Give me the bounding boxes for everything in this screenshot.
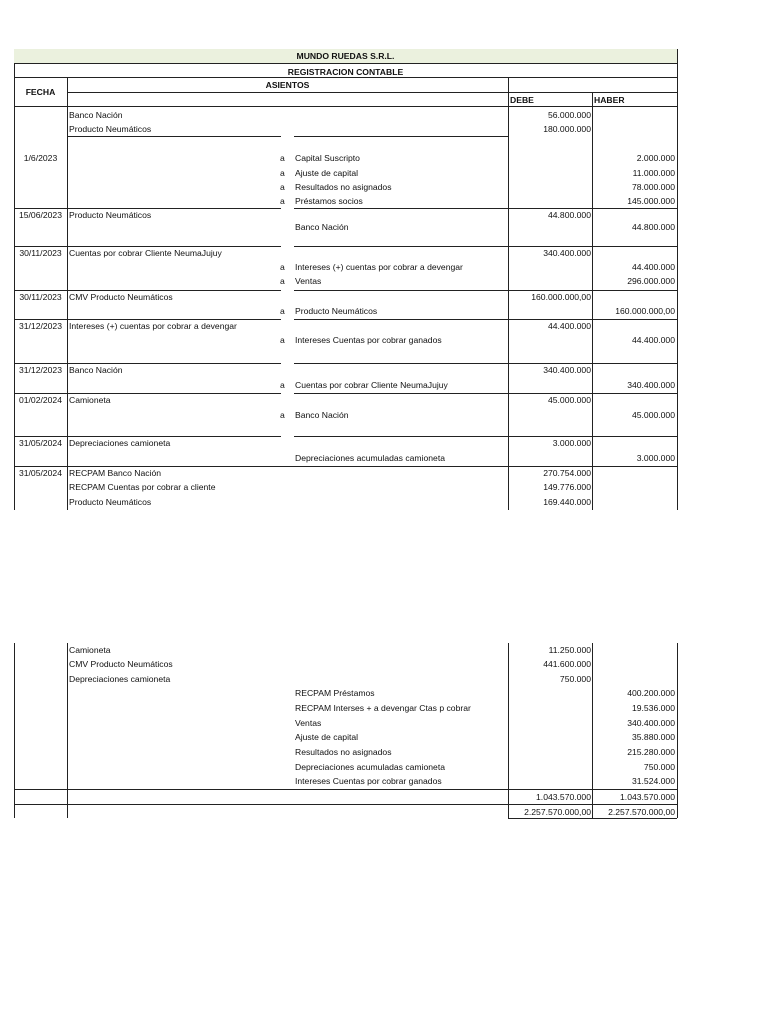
a-marker-cell: a bbox=[280, 196, 285, 206]
debe-amount-cell: 56.000.000 bbox=[547, 110, 591, 120]
debe-amount-cell: 44.400.000 bbox=[547, 321, 591, 331]
grid-line bbox=[294, 246, 508, 247]
date-cell: 30/11/2023 bbox=[19, 248, 62, 258]
credit-account-cell: Banco Nación bbox=[295, 410, 349, 420]
haber-amount-cell: 19.536.000 bbox=[631, 703, 675, 713]
haber-amount-cell: 78.000.000 bbox=[631, 182, 675, 192]
subtotal-debe: 1.043.570.000 bbox=[536, 792, 591, 802]
debe-amount-cell: 169.440.000 bbox=[543, 497, 591, 507]
debe-header: DEBE bbox=[510, 95, 534, 105]
fecha-header: FECHA bbox=[25, 87, 56, 97]
subtotal-haber: 1.043.570.000 bbox=[620, 792, 675, 802]
debit-account-cell: Banco Nación bbox=[69, 365, 123, 375]
credit-account-cell: RECPAM Interses + a devengar Ctas p cobrar bbox=[295, 703, 471, 713]
grid-line bbox=[67, 92, 508, 93]
haber-amount-cell: 400.200.000 bbox=[627, 688, 675, 698]
debit-account-cell: Intereses (+) cuentas por cobrar a devengar bbox=[69, 321, 237, 331]
debe-amount-cell: 3.000.000 bbox=[552, 438, 591, 448]
haber-amount-cell: 35.880.000 bbox=[631, 732, 675, 742]
debe-amount-cell: 11.250.000 bbox=[548, 645, 591, 655]
debe-amount-cell: 180.000.000 bbox=[543, 124, 591, 134]
date-cell: 31/12/2023 bbox=[18, 365, 62, 375]
a-marker-cell: a bbox=[280, 410, 285, 420]
debit-account-cell: Producto Neumáticos bbox=[69, 497, 152, 507]
grid-line bbox=[294, 319, 508, 320]
asientos-header: ASIENTOS bbox=[265, 80, 310, 90]
a-marker-cell: a bbox=[280, 306, 285, 316]
grid-line bbox=[294, 136, 508, 137]
a-marker-cell: a bbox=[280, 182, 285, 192]
date-cell: 15/06/2023 bbox=[18, 210, 62, 220]
grid-line bbox=[14, 466, 677, 467]
credit-account-cell: Cuentas por cobrar Cliente NeumaJujuy bbox=[295, 380, 448, 390]
debit-account-cell: CMV Producto Neumáticos bbox=[69, 659, 173, 669]
haber-amount-cell: 44.400.000 bbox=[631, 335, 675, 345]
a-marker-cell: a bbox=[280, 276, 285, 286]
haber-amount-cell: 296.000.000 bbox=[627, 276, 675, 286]
haber-amount-cell: 340.400.000 bbox=[627, 380, 675, 390]
debe-amount-cell: 750.000 bbox=[559, 674, 591, 684]
haber-amount-cell: 11.000.000 bbox=[632, 168, 675, 178]
grid-line bbox=[67, 246, 281, 247]
haber-amount-cell: 750.000 bbox=[643, 762, 675, 772]
debit-account-cell: Camioneta bbox=[69, 395, 111, 405]
credit-account-cell: Banco Nación bbox=[295, 222, 349, 232]
debe-amount-cell: 340.400.000 bbox=[543, 248, 591, 258]
credit-account-cell: Ajuste de capital bbox=[295, 732, 359, 742]
grid-line bbox=[67, 136, 281, 137]
spreadsheet bbox=[14, 0, 678, 1024]
haber-amount-cell: 45.000.000 bbox=[631, 410, 675, 420]
haber-amount-cell: 340.400.000 bbox=[627, 718, 675, 728]
debit-account-cell: Banco Nación bbox=[69, 110, 123, 120]
grid-line bbox=[14, 208, 67, 209]
grid-line bbox=[508, 818, 677, 819]
credit-account-cell: Ventas bbox=[295, 718, 322, 728]
haber-amount-cell: 44.800.000 bbox=[631, 222, 675, 232]
debe-amount-cell: 270.754.000 bbox=[543, 468, 591, 478]
grid-line bbox=[592, 643, 593, 818]
grid-line bbox=[67, 393, 281, 394]
grid-line bbox=[67, 208, 281, 209]
grid-line bbox=[67, 77, 68, 510]
date-cell: 31/12/2023 bbox=[18, 321, 62, 331]
haber-amount-cell: 145.000.000 bbox=[627, 196, 675, 206]
grid-line bbox=[67, 363, 281, 364]
debit-account-cell: RECPAM Cuentas por cobrar a cliente bbox=[69, 482, 216, 492]
grid-line bbox=[677, 643, 678, 818]
a-marker-cell: a bbox=[280, 153, 285, 163]
debe-amount-cell: 160.000.000,00 bbox=[531, 292, 591, 302]
haber-amount-cell: 160.000.000,00 bbox=[615, 306, 675, 316]
debe-amount-cell: 340.400.000 bbox=[543, 365, 591, 375]
company-title: MUNDO RUEDAS S.R.L. bbox=[296, 51, 395, 61]
debit-account-cell: RECPAM Banco Nación bbox=[69, 468, 162, 478]
grid-line bbox=[14, 643, 15, 818]
total-haber: 2.257.570.000,00 bbox=[608, 807, 675, 817]
debe-amount-cell: 441.600.000 bbox=[543, 659, 591, 669]
grid-line bbox=[14, 246, 67, 247]
credit-account-cell: Intereses Cuentas por cobrar ganados bbox=[295, 335, 442, 345]
grid-line bbox=[14, 319, 67, 320]
debit-account-cell: Depreciaciones camioneta bbox=[69, 438, 171, 448]
date-cell: 31/05/2024 bbox=[18, 438, 62, 448]
haber-amount-cell: 2.000.000 bbox=[636, 153, 675, 163]
grid-line bbox=[67, 290, 281, 291]
debit-account-cell: Producto Neumáticos bbox=[69, 124, 152, 134]
debit-account-cell: Cuentas por cobrar Cliente NeumaJujuy bbox=[69, 248, 222, 258]
haber-amount-cell: 31.524.000 bbox=[631, 776, 675, 786]
grid-line bbox=[14, 77, 677, 78]
date-cell: 01/02/2024 bbox=[18, 395, 62, 405]
debe-amount-cell: 44.800.000 bbox=[547, 210, 591, 220]
grid-line bbox=[67, 436, 281, 437]
grid-line bbox=[592, 92, 593, 510]
debit-account-cell: Depreciaciones camioneta bbox=[69, 674, 171, 684]
haber-amount-cell: 3.000.000 bbox=[636, 453, 675, 463]
credit-account-cell: RECPAM Préstamos bbox=[295, 688, 375, 698]
haber-amount-cell: 44.400.000 bbox=[631, 262, 675, 272]
credit-account-cell: Ventas bbox=[295, 276, 322, 286]
credit-account-cell: Intereses (+) cuentas por cobrar a devengar bbox=[295, 262, 463, 272]
date-cell: 1/6/2023 bbox=[23, 153, 58, 163]
a-marker-cell: a bbox=[280, 262, 285, 272]
grid-line bbox=[294, 393, 508, 394]
grid-line bbox=[14, 393, 67, 394]
credit-account-cell: Intereses Cuentas por cobrar ganados bbox=[295, 776, 442, 786]
grid-line bbox=[14, 436, 67, 437]
a-marker-cell: a bbox=[280, 380, 285, 390]
grid-line bbox=[294, 363, 508, 364]
grid-line bbox=[14, 363, 67, 364]
credit-account-cell: Préstamos socios bbox=[295, 196, 363, 206]
debit-account-cell: Camioneta bbox=[69, 645, 111, 655]
grid-line bbox=[67, 319, 281, 320]
credit-account-cell: Ajuste de capital bbox=[295, 168, 359, 178]
grid-line bbox=[14, 63, 677, 64]
date-cell: 31/05/2024 bbox=[18, 468, 62, 478]
credit-account-cell: Producto Neumáticos bbox=[295, 306, 378, 316]
grid-line bbox=[14, 106, 677, 107]
a-marker-cell: a bbox=[280, 335, 285, 345]
a-marker-cell: a bbox=[280, 168, 285, 178]
sheet-subtitle: REGISTRACION CONTABLE bbox=[287, 67, 404, 77]
date-cell: 30/11/2023 bbox=[19, 292, 62, 302]
haber-amount-cell: 215.280.000 bbox=[627, 747, 675, 757]
grid-line bbox=[14, 804, 677, 805]
credit-account-cell: Resultados no asignados bbox=[295, 747, 392, 757]
grid-line bbox=[294, 436, 508, 437]
grid-line bbox=[14, 290, 67, 291]
credit-account-cell: Resultados no asignados bbox=[295, 182, 392, 192]
credit-account-cell: Depreciaciones acumuladas camioneta bbox=[295, 453, 445, 463]
grid-line bbox=[294, 208, 508, 209]
grid-line bbox=[677, 49, 678, 510]
haber-header: HABER bbox=[594, 95, 625, 105]
debe-amount-cell: 149.776.000 bbox=[543, 482, 591, 492]
credit-account-cell: Capital Suscripto bbox=[295, 153, 360, 163]
grid-line bbox=[67, 643, 68, 818]
debit-account-cell: CMV Producto Neumáticos bbox=[69, 292, 173, 302]
grid-line bbox=[294, 290, 508, 291]
debit-account-cell: Producto Neumáticos bbox=[69, 210, 152, 220]
grid-line bbox=[14, 789, 677, 790]
debe-amount-cell: 45.000.000 bbox=[547, 395, 591, 405]
credit-account-cell: Depreciaciones acumuladas camioneta bbox=[295, 762, 445, 772]
total-debe: 2.257.570.000,00 bbox=[524, 807, 591, 817]
